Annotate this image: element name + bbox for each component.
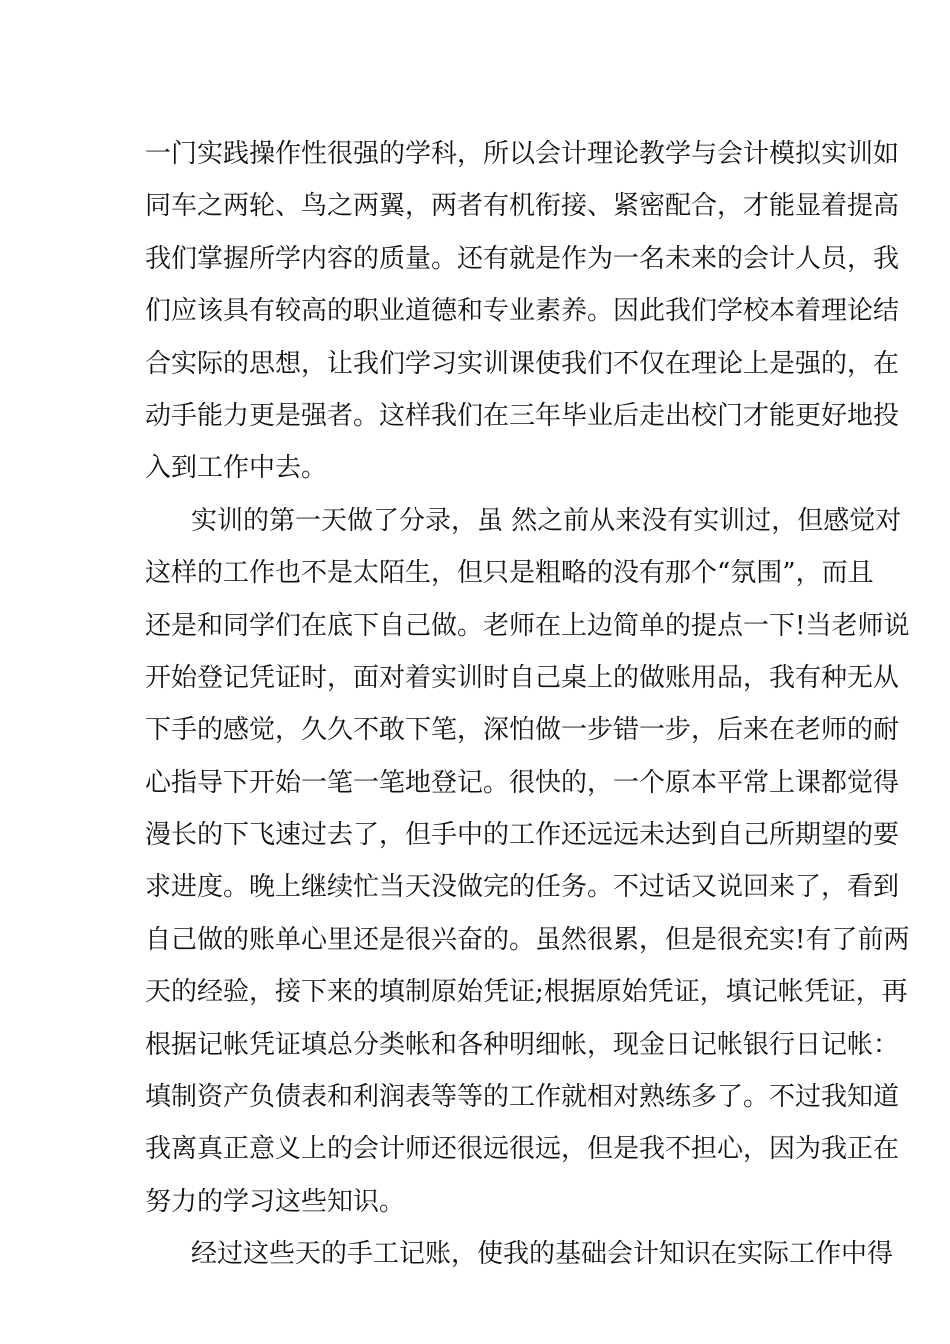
paragraph-2-line-3: 还是和同学们在底下自己做。老师在上边简单的提点一下!当老师说: [145, 610, 910, 641]
paragraph-2-line-2: 这样的工作也不是太陌生，但只是粗略的没有那个“氛围”，而且: [145, 558, 874, 589]
paragraph-1-line-6: 动手能力更是强者。这样我们在三年毕业后走出校门才能更好地投: [145, 400, 900, 431]
paragraph-1-line-5: 合实际的思想，让我们学习实训课使我们不仅在理论上是强的，在: [145, 348, 900, 379]
paragraph-1-line-7: 入到工作中去。: [145, 453, 328, 484]
paragraph-2-line-13: 我离真正意义上的会计师还很远很远，但是我不担心，因为我正在: [145, 1134, 900, 1165]
document-body: [145, 128, 910, 1281]
paragraph-3-line-1: 经过这些天的手工记账，使我的基础会计知识在实际工作中得: [191, 1239, 894, 1270]
paragraph-2-line-14: 努力的学习这些知识。: [145, 1186, 406, 1217]
paragraph-1-line-2: 同车之两轮、鸟之两翼，两者有机衔接、紧密配合，才能显着提高: [145, 191, 900, 222]
paragraph-2-line-8: 求进度。晚上继续忙当天没做完的任务。不过话又说回来了，看到: [145, 872, 900, 903]
paragraph-2-line-12: 填制资产负债表和利润表等等的工作就相对熟练多了。不过我知道: [145, 1082, 900, 1113]
paragraph-2-line-9: 自己做的账单心里还是很兴奋的。虽然很累，但是很充实!有了前两: [145, 924, 910, 955]
paragraph-2-line-1: 实训的第一天做了分录，虽 然之前从来没有实训过，但感觉对: [191, 505, 902, 536]
paragraph-2-line-11: 根据记帐凭证填总分类帐和各种明细帐，现金日记帐银行日记帐：: [145, 1029, 900, 1060]
paragraph-2-line-7: 漫长的下飞速过去了，但手中的工作还远远未达到自己所期望的要: [145, 820, 900, 851]
paragraph-2-line-6: 心指导下开始一笔一笔地登记。很快的，一个原本平常上课都觉得: [145, 767, 900, 798]
paragraph-1-line-4: 们应该具有较高的职业道德和专业素养。因此我们学校本着理论结: [145, 296, 900, 327]
paragraph-1-line-3: 我们掌握所学内容的质量。还有就是作为一名未来的会计人员，我: [145, 243, 900, 274]
paragraph-2-line-4: 开始登记凭证时，面对着实训时自己桌上的做账用品，我有种无从: [145, 662, 900, 693]
paragraph-2-line-5: 下手的感觉，久久不敢下笔，深怕做一步错一步，后来在老师的耐: [145, 715, 900, 746]
paragraph-2-line-10: 天的经验，接下来的填制原始凭证;根据原始凭证，填记帐凭证，再: [145, 977, 908, 1008]
paragraph-1-line-1: 一门实践操作性很强的学科，所以会计理论教学与会计模拟实训如: [145, 139, 900, 169]
